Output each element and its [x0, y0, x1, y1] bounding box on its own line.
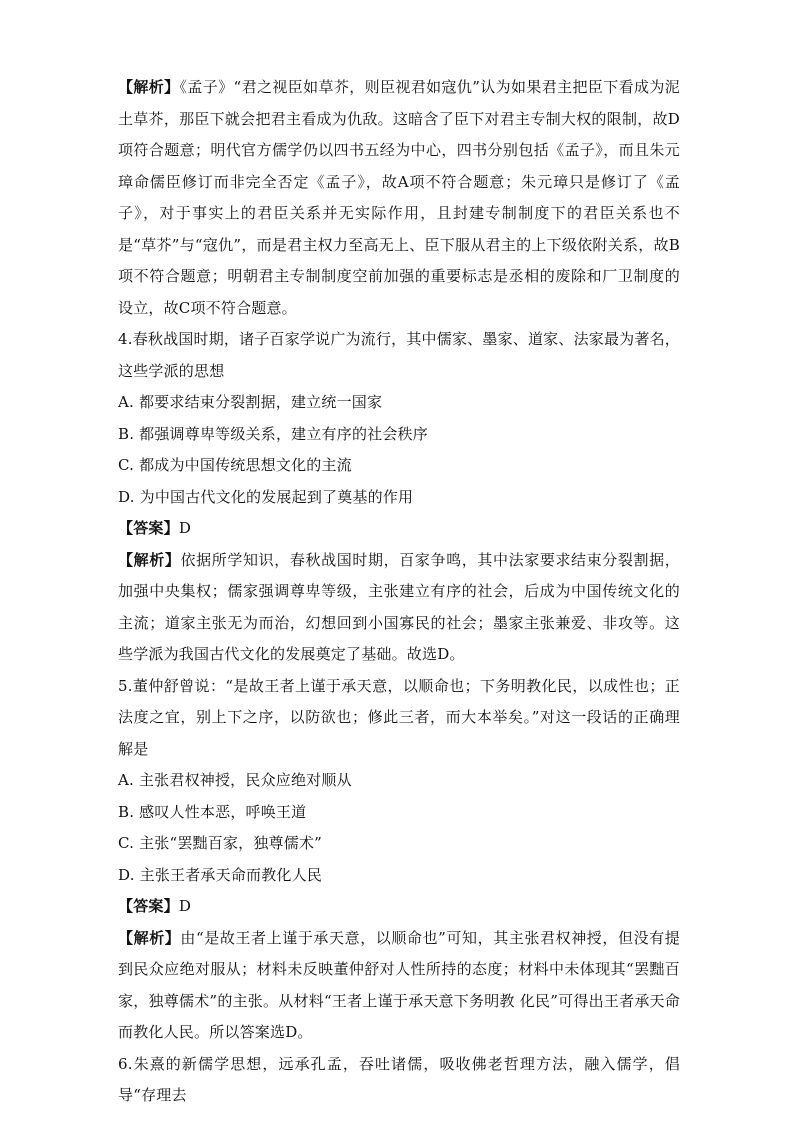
answer-label: 【答案】 [118, 519, 179, 537]
question-4-option-c: C. 都成为中国传统思想文化的主流 [118, 456, 352, 474]
answer-value: D [178, 519, 192, 537]
question-4-option-b: B. 都强调尊卑等级关系，建立有序的社会秩序 [118, 424, 428, 443]
question-5-option-a: A. 主张君权神授，民众应绝对顺从 [118, 771, 352, 789]
analysis-paragraph-q3 [118, 72, 680, 324]
question-6: 6.朱熹的新儒学思想，远承孔孟，吞吐诸儒，吸收佛老哲理方法，融入儒学，倡导“存理去 [118, 1054, 680, 1104]
question-5-option-d: D. 主张王者承天命而教化人民 [118, 865, 323, 884]
question-4: 4.春秋战国时期，诸子百家学说广为流行，其中儒家、墨家、道家、法家最为著名，这些学派的思想 [118, 330, 680, 380]
answer-q4 [118, 513, 680, 545]
question-5-option-b: B. 感叹人性本恶，呼唤王道 [118, 802, 307, 821]
question-5: 5.董仲舒曾说：“是故王者上谨于承天意，以顺命也；下务明教化民，以成性也；正法度之宜，别上下之序，以防欲也；修此三者，而大本举矣。”对这一段话的正确理解是 [118, 676, 680, 758]
analysis-text: 由“是故王者上谨于承天意，以顺命也”可知，其主张君权神授，但没有提到民众应绝对服从；材料未反映董仲舒对人性所持的态度；材料中未体现其“罢黜百家，独尊儒术”的主张。从材料“王者上谨于承天意下务明教 化民”可得出王者承天命而教化人民。所以答案选D。 [118, 928, 680, 1041]
analysis-paragraph-q5 [118, 923, 680, 1049]
answer-value: D [178, 897, 192, 915]
analysis-text: 《孟子》“君之视臣如草芥，则臣视君如寇仇”认为如果君主把臣下看成为泥土草芥，那臣下就会把君主看成为仇敌。这暗含了臣下对君主专制大权的限制，故D项符合题意；明代官方儒学仍以四书五经为中心，四书分别包括《孟子》，而且朱元璋命儒臣修订而非完全否定《孟子》，故A项不符合题意；朱元璋只是修订了《孟子》，对于事实上的君臣关系并无实际作用，且封建专制制度下的君臣关系也不是“草芥”与“寇仇”，而是君主权力至高无上、臣下服从君主的上下级依附关系，故B项不符合题意；明朝君主专制制度空前加强的重要标志是丞相的废除和厂卫制度的设立，故C项不符合题意。 [118, 78, 680, 317]
analysis-label: 【解析】 [118, 928, 181, 947]
analysis-text: 依据所学知识，春秋战国时期，百家争鸣，其中法家要求结束分裂割据，加强中央集权；儒家强调尊卑等级，主张建立有序的社会，后成为中国传统文化的主流；道家主张无为而治，幻想回到小国寡民的社会；墨家主张兼爱、非攻等。这些学派为我国古代文化的发展奠定了基础。故选D。 [118, 550, 680, 663]
question-4-option-a: A. 都要求结束分裂割据，建立统一国家 [118, 393, 383, 411]
analysis-label: 【解析】 [118, 550, 181, 569]
question-4-option-d: D. 为中国古代文化的发展起到了奠基的作用 [118, 487, 414, 506]
analysis-label: 【解析】 [118, 78, 180, 96]
analysis-paragraph-q4 [118, 545, 680, 671]
document-body [118, 72, 680, 1112]
question-5-option-c: C. 主张“罢黜百家，独尊儒术” [118, 834, 323, 852]
answer-label: 【答案】 [118, 897, 179, 915]
answer-q5 [118, 891, 680, 923]
